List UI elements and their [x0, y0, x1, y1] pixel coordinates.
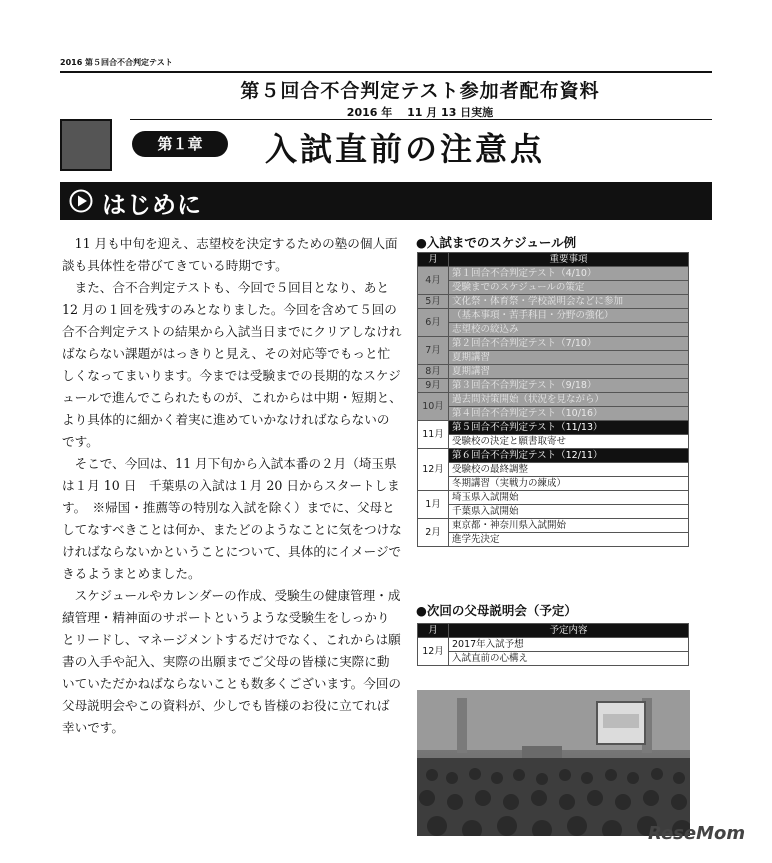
item-cell: （基本事項・苦手科目・分野の強化） — [449, 309, 689, 323]
item-cell: 第４回合不合判定テスト（10/16） — [449, 407, 689, 421]
play-icon — [69, 189, 93, 213]
parent-session-heading: ●次回の父母説明会（予定） — [416, 603, 577, 618]
schedule-heading: ●入試までのスケジュール例 — [416, 235, 577, 250]
item-cell: 志望校の絞込み — [449, 323, 689, 337]
month-cell: 12月 — [418, 449, 449, 491]
document-title: 第５回合不合判定テスト参加者配布資料 — [240, 80, 600, 102]
month-cell: 7月 — [418, 337, 449, 365]
header-rule — [60, 71, 712, 73]
item-cell: 受験校の最終調整 — [449, 463, 689, 477]
table-row — [418, 309, 689, 323]
column-header-month: 月 — [418, 624, 449, 638]
section-title: はじめに — [102, 191, 202, 219]
month-cell: 12月 — [418, 638, 449, 666]
item-cell: 第６回合不合判定テスト（12/11） — [449, 449, 689, 463]
table-row — [418, 435, 689, 449]
chapter-badge: 第１章 — [132, 131, 228, 157]
body-paragraph: そこで、今回は、11 月下旬から入試本番の２月（埼玉県は１月 10 日 千葉県の入試は１月 20 日からスタートします。 ※帰国・推薦等の特別な入試を除く）までに、父母としてなすべきことは何か、またどのようなことに気をつけなければならないかということについて、具体的にイメージできるようまとめました。 — [62, 456, 402, 581]
month-cell: 5月 — [418, 295, 449, 309]
month-cell: 8月 — [418, 365, 449, 379]
table-row — [418, 477, 689, 491]
item-cell: 夏期講習 — [449, 351, 689, 365]
table-row — [418, 379, 689, 393]
table-row — [418, 337, 689, 351]
item-cell: 第１回合不合判定テスト（4/10） — [449, 267, 689, 281]
table-row — [418, 323, 689, 337]
table-header-row — [418, 253, 689, 267]
section-header — [60, 182, 712, 220]
month-cell: 2月 — [418, 519, 449, 547]
item-cell: 文化祭・体育祭・学校説明会などに参加 — [449, 295, 689, 309]
item-cell: 第２回合不合判定テスト（7/10） — [449, 337, 689, 351]
month-cell: 4月 — [418, 267, 449, 295]
item-cell: 第５回合不合判定テスト（11/13） — [449, 421, 689, 435]
chapter-title: 入試直前の注意点 — [265, 130, 546, 168]
table-row — [418, 295, 689, 309]
column-header-item: 予定内容 — [449, 624, 689, 638]
table-row — [418, 351, 689, 365]
parent-session-table — [417, 623, 689, 666]
body-paragraph: スケジュールやカレンダーの作成、受験生の健康管理・成績管理・精神面のサポートというような受験生をしっかりとリードし、マネージメントするだけでなく、これからは願書の入手や記入、実際の出願までご父母の皆様に実際に動いていただかねばならないことも数多くございます。今回の父母説明会やこの資料が、少しでも皆様のお役に立てれば幸いです。 — [62, 588, 402, 735]
month-cell: 11月 — [418, 421, 449, 449]
item-cell: 冬期講習（実戦力の練成） — [449, 477, 689, 491]
table-row — [418, 463, 689, 477]
month-cell: 6月 — [418, 309, 449, 337]
table-row — [418, 638, 689, 652]
body-paragraph: 11 月も中旬を迎え、志望校を決定するための塾の個人面談も具体性を帯びてきている時期です。 — [62, 236, 398, 273]
table-row — [418, 393, 689, 407]
month-cell: 1月 — [418, 491, 449, 519]
item-cell: 受験までのスケジュールの策定 — [449, 281, 689, 295]
table-header-row — [418, 624, 689, 638]
table-row — [418, 505, 689, 519]
item-cell: 受験校の決定と願書取寄せ — [449, 435, 689, 449]
table-row — [418, 533, 689, 547]
item-cell: 入試直前の心構え — [449, 652, 689, 666]
item-cell: 東京都・神奈川県入試開始 — [449, 519, 689, 533]
column-header-item: 重要事項 — [449, 253, 689, 267]
item-cell: 過去問対策開始（状況を見ながら） — [449, 393, 689, 407]
body-text — [62, 233, 402, 739]
item-cell: 2017年入試予想 — [449, 638, 689, 652]
document-date: 2016 年 11 月 13 日実施 — [346, 106, 494, 119]
schedule-table — [417, 252, 689, 547]
item-cell: 進学先決定 — [449, 533, 689, 547]
resemom-logo: ReseMom — [648, 823, 746, 844]
table-row — [418, 449, 689, 463]
month-cell: 9月 — [418, 379, 449, 393]
table-row — [418, 281, 689, 295]
item-cell: 千葉県入試開始 — [449, 505, 689, 519]
table-row — [418, 365, 689, 379]
seminar-photo — [417, 690, 690, 836]
table-row — [418, 652, 689, 666]
schedule-body — [418, 267, 689, 547]
table-row — [418, 519, 689, 533]
item-cell: 第３回合不合判定テスト（9/18） — [449, 379, 689, 393]
table-row — [418, 407, 689, 421]
column-header-month: 月 — [418, 253, 449, 267]
table-row — [418, 267, 689, 281]
item-cell: 埼玉県入試開始 — [449, 491, 689, 505]
title-rule — [130, 119, 712, 120]
item-cell: 夏期講習 — [449, 365, 689, 379]
decorative-box — [60, 119, 112, 171]
table-row — [418, 421, 689, 435]
body-paragraph: また、合不合判定テストも、今回で５回目となり、あと 12 月の１回を残すのみとなりました。今回を含めて５回の合不合判定テストの結果から入試当日までにクリアしなければならない課題がはっきりと見え、その対応等でもっと忙しくなってまいります。今までは受験までの長期的なスケジュールで進んでこられたものが、これからは中期・短期と、より具体的に細かく着実に進めていかなければならないのです。 — [62, 280, 402, 449]
running-header: 2016 第５回合不合判定テスト — [60, 58, 173, 67]
table-row — [418, 491, 689, 505]
month-cell: 10月 — [418, 393, 449, 421]
